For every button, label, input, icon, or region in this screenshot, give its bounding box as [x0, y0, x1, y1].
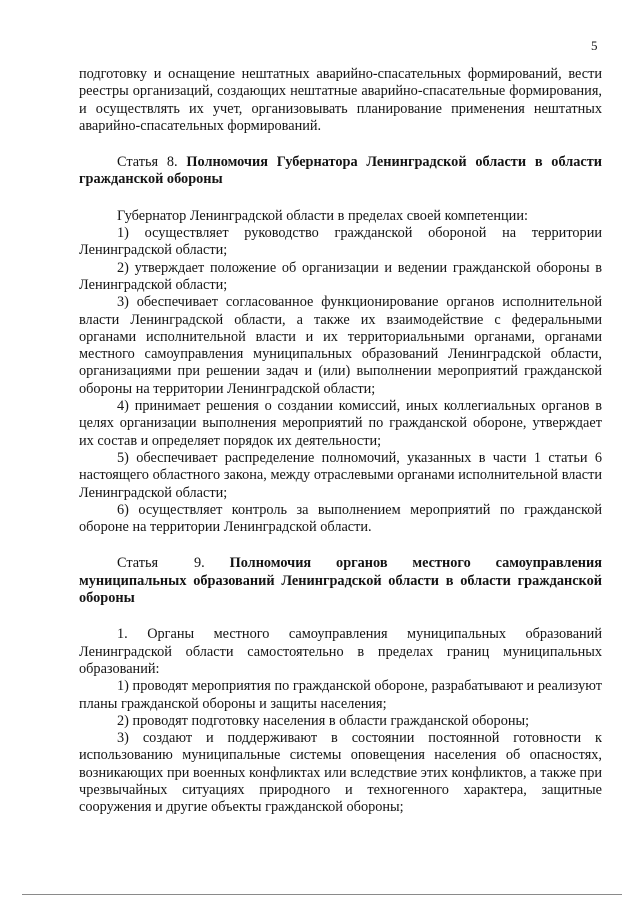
article-9-label: Статья 9.	[117, 555, 205, 572]
intro-paragraph: подготовку и оснащение нештатных аварийно-спасательных формирований, вести реестры организаций, создающих нештатные аварийно-спасательные формирования, и осуществлять их учет, организовывать планирование применения нештатных аварийно-спасательных формирований.	[79, 66, 602, 134]
article-9-item-1: 1) проводят мероприятия по гражданской обороне, разрабатывают и реализуют планы гражданской обороны и защиты населения;	[79, 678, 602, 712]
article-9-lead: 1. Органы местного самоуправления муниципальных образований Ленинградской области самостоятельно в пределах границ муниципальных образований:	[79, 626, 602, 677]
article-9-item-3: 3) создают и поддерживают в состоянии постоянной готовности к использованию муниципальные системы оповещения населения об опасностях, возникающих при военных конфликтах или вследствие этих конфликтов, а также при чрезвычайных ситуациях природного и техногенного характера, защитные сооружения и другие объекты гражданской обороны;	[79, 730, 602, 816]
bottom-rule	[22, 894, 622, 895]
article-9-item-2: 2) проводят подготовку населения в области гражданской обороны;	[117, 712, 530, 729]
article-8-item-1: 1) осуществляет руководство гражданской обороной на территории Ленинградской области;	[79, 225, 602, 259]
article-8-item-2: 2) утверждает положение об организации и ведении гражданской обороны в Ленинградской области;	[79, 259, 602, 293]
document-body	[79, 66, 602, 817]
article-8-heading	[79, 154, 602, 189]
article-8-label: Статья 8.	[117, 154, 178, 171]
article-8-item-4: 4) принимает решения о создании комиссий, иных коллегиальных органов в целях организации выполнения мероприятий по гражданской обороне, утверждает их состав и определяет порядок их деятельности;	[79, 398, 602, 449]
article-9-title: Полномочия органов местного самоуправления муниципальных образований Ленинградской области в области гражданской обороны	[79, 555, 603, 607]
page-number: 5	[591, 38, 598, 53]
article-8-title: Полномочия Губернатора Ленинградской области в области гражданской обороны	[79, 154, 603, 188]
article-9-heading	[79, 555, 602, 607]
article-8-lead: Губернатор Ленинградской области в пределах своей компетенции:	[117, 207, 528, 224]
article-8-item-6: 6) осуществляет контроль за выполнением мероприятий по гражданской обороне на территории Ленинградской области.	[79, 501, 602, 536]
article-8-item-5: 5) обеспечивает распределение полномочий, указанных в части 1 статьи 6 настоящего областного закона, между отраслевыми органами исполнительной власти Ленинградской области;	[79, 449, 602, 501]
article-8-item-3: 3) обеспечивает согласованное функционирование органов исполнительной власти Ленинградской области, а также их взаимодействие с федеральными органами исполнительной власти и их территориальными органами, органами местного самоуправления муниципальных образований Ленинградской области, организациями при решении задач и (или) выполнении мероприятий гражданской обороны на территории Ленинградской области;	[79, 294, 602, 397]
